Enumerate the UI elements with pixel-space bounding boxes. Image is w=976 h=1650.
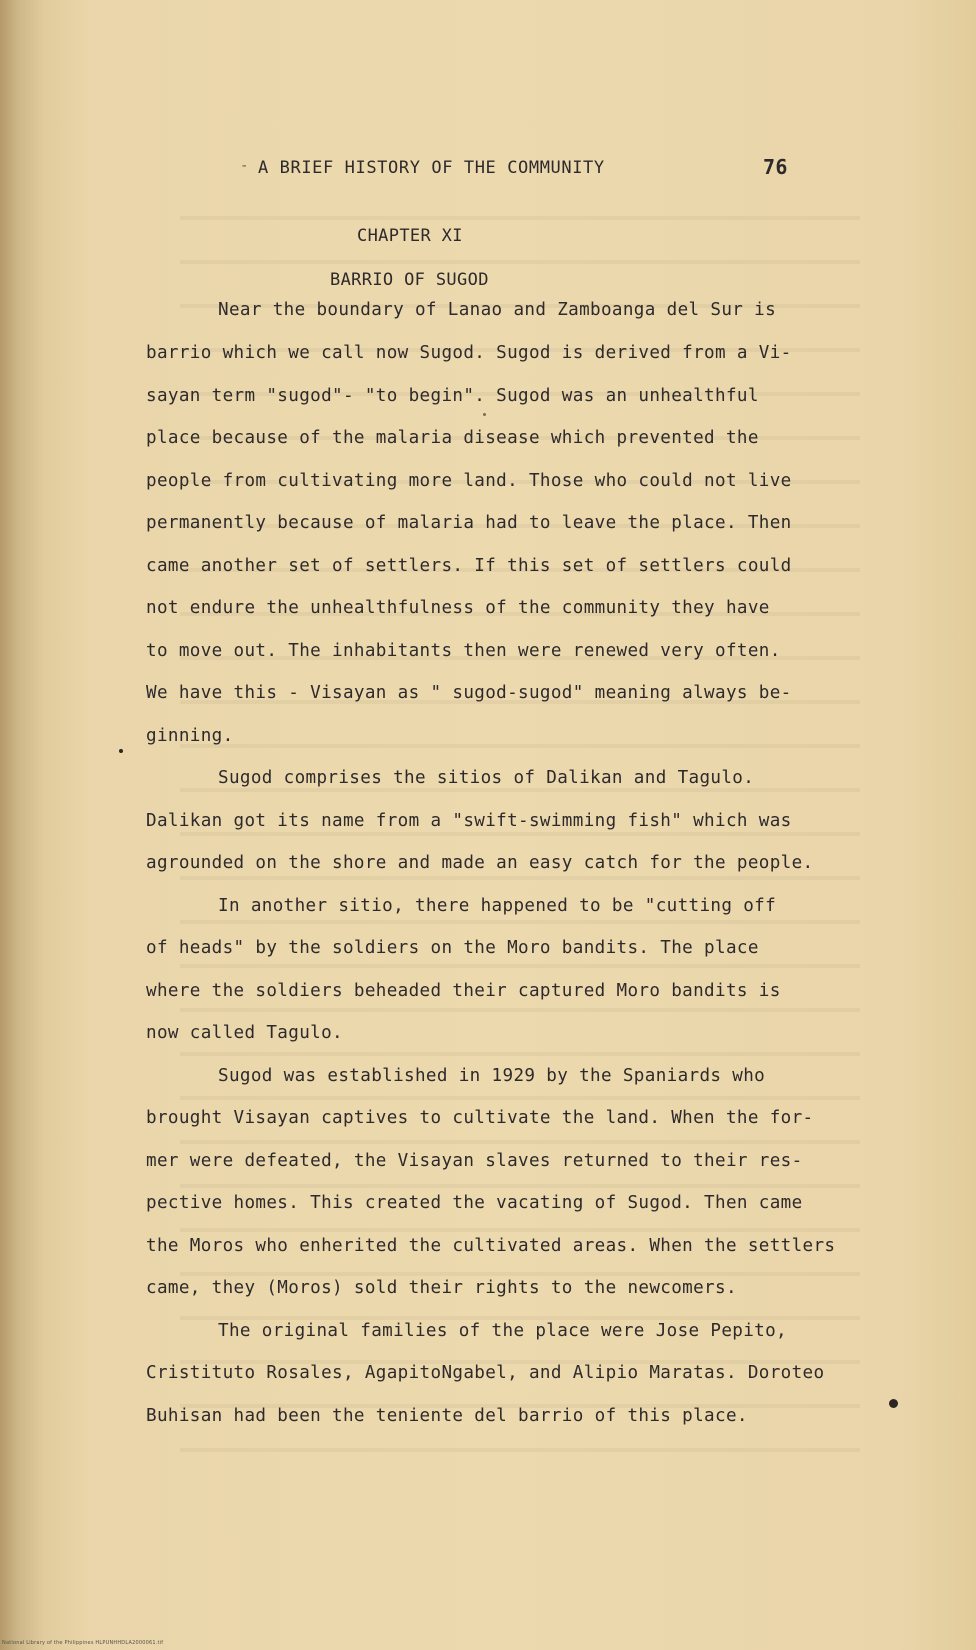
body-line: Buhisan had been the teniente del barrio of this place. [146, 1406, 748, 1426]
body-line: permanently because of malaria had to leave the place. Then [146, 513, 792, 533]
body-line: where the soldiers beheaded their captured Moro bandits is [146, 981, 781, 1001]
scan-footer: National Library of the Philippines HLPUNHHDLA2000061.tif [2, 1640, 164, 1646]
body-line: people from cultivating more land. Those who could not live [146, 471, 792, 491]
body-line: In another sitio, there happened to be "cutting off [218, 896, 777, 916]
body-line: The original families of the place were Jose Pepito, [218, 1321, 788, 1341]
body-line: came another set of settlers. If this set of settlers could [146, 556, 792, 576]
header-mark: - [240, 158, 249, 174]
body-line: to move out. The inhabitants then were renewed very often. [146, 641, 781, 661]
body-line: brought Visayan captives to cultivate the land. When the for- [146, 1108, 814, 1128]
body-line: Cristituto Rosales, AgapitoNgabel, and Alipio Maratas. Doroteo [146, 1363, 825, 1383]
ink-speck [889, 1399, 898, 1408]
body-line: ginning. [146, 726, 234, 746]
body-line: Sugod comprises the sitios of Dalikan and Tagulo. [218, 768, 755, 788]
body-line: We have this - Visayan as " sugod-sugod" meaning always be- [146, 683, 792, 703]
ink-speck [119, 749, 123, 753]
body-line: pective homes. This created the vacating of Sugod. Then came [146, 1193, 803, 1213]
body-line: of heads" by the soldiers on the Moro bandits. The place [146, 938, 759, 958]
body-line: came, they (Moros) sold their rights to the newcomers. [146, 1278, 737, 1298]
body-line: agrounded on the shore and made an easy catch for the people. [146, 853, 814, 873]
body-line: now called Tagulo. [146, 1023, 343, 1043]
running-header: A BRIEF HISTORY OF THE COMMUNITY [258, 158, 605, 178]
ink-speck [483, 413, 486, 416]
body-line: sayan term "sugod"- "to begin". Sugod was an unhealthful [146, 386, 759, 406]
page-number: 76 [763, 155, 788, 179]
chapter-heading: CHAPTER XI [357, 226, 463, 246]
body-line: mer were defeated, the Visayan slaves returned to their res- [146, 1151, 803, 1171]
section-title: BARRIO OF SUGOD [330, 270, 489, 290]
body-line: Near the boundary of Lanao and Zamboanga del Sur is [218, 300, 777, 320]
body-line: barrio which we call now Sugod. Sugod is derived from a Vi- [146, 343, 792, 363]
body-line: not endure the unhealthfulness of the community they have [146, 598, 770, 618]
body-line: Dalikan got its name from a "swift-swimming fish" which was [146, 811, 792, 831]
body-line: place because of the malaria disease which prevented the [146, 428, 759, 448]
body-line: the Moros who enherited the cultivated areas. When the settlers [146, 1236, 836, 1256]
body-line: Sugod was established in 1929 by the Spaniards who [218, 1066, 766, 1086]
